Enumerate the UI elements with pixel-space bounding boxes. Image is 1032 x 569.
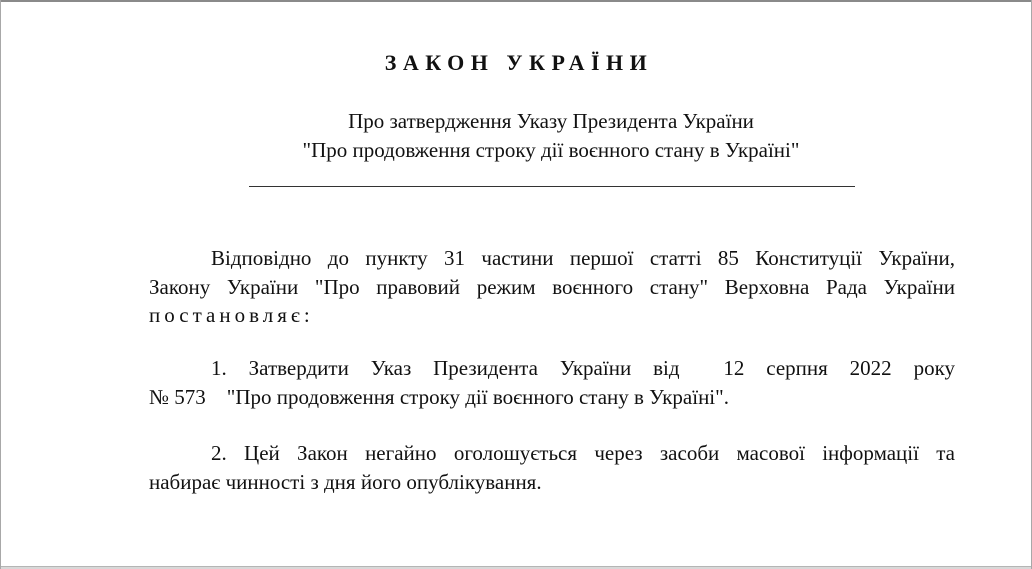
preamble-line-2: Закону України "Про правовий режим воєнного стану" Верховна Рада України <box>149 274 955 299</box>
preamble-paragraph <box>149 244 955 330</box>
article-1-paragraph <box>149 354 955 411</box>
article-2-line-1: 2. Цей Закон негайно оголошується через засоби масової інформації та <box>211 441 955 465</box>
title-divider <box>249 186 855 187</box>
article-2-paragraph <box>149 439 955 496</box>
article-1-line-1: 1. Затвердити Указ Президента України від 12 серпня 2022 року <box>211 356 955 380</box>
page-top-border <box>1 0 1031 2</box>
preamble-line-1: Відповідно до пункту 31 частини першої статті 85 Конституції України, <box>211 246 955 270</box>
document-subtitle-line-1: Про затвердження Указу Президента України <box>348 109 754 133</box>
document-title: ЗАКОН УКРАЇНИ <box>384 50 654 75</box>
article-2-line-2: набирає чинності з дня його опублікування. <box>149 469 542 494</box>
article-1-line-2: № 573 "Про продовження строку дії воєнного стану в Україні". <box>149 384 729 409</box>
document-subtitle-line-2: "Про продовження строку дії воєнного стану в Україні" <box>302 138 800 162</box>
preamble-line-3: постановляє: <box>149 303 314 327</box>
